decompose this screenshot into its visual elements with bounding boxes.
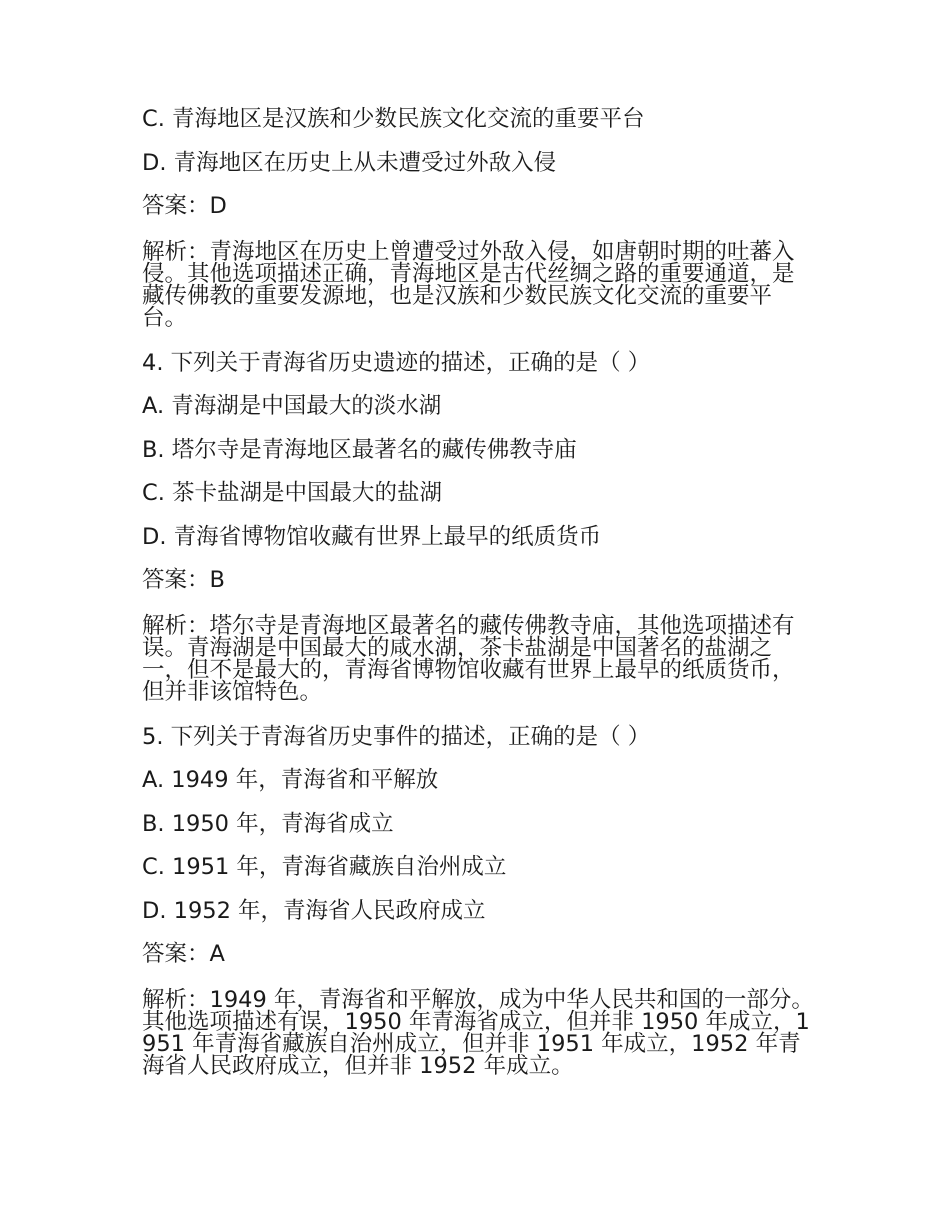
question-5: 5. 下列关于青海省历史事件的描述，正确的是（ ） bbox=[142, 723, 651, 750]
answer: 答案：A bbox=[142, 941, 225, 967]
option-a: A. 青海湖是中国最大的淡水湖 bbox=[142, 393, 442, 419]
option-d: D. 1952 年，青海省人民政府成立 bbox=[142, 897, 486, 924]
question-4: 4. 下列关于青海省历史遗迹的描述，正确的是（ ） bbox=[142, 349, 651, 376]
option-d: D. 青海地区在历史上从未遭受过外敌入侵 bbox=[142, 149, 557, 176]
option-c: C. 青海地区是汉族和少数民族文化交流的重要平台 bbox=[142, 106, 645, 132]
explanation: 解析：塔尔寺是青海地区最著名的藏传佛教寺庙，其他选项描述有误。青海湖是中国最大的咸水湖，茶卡盐湖是中国著名的盐湖之一，但不是最大的，青海省博物馆收藏有世界上最早的纸质货币，但并非该馆特色。 bbox=[142, 612, 795, 705]
option-a: A. 1949 年，青海省和平解放 bbox=[142, 767, 439, 793]
explanation: 解析：1949 年，青海省和平解放，成为中华人民共和国的一部分。其他选项描述有误，1950 年青海省成立，但并非 1950 年成立，1951 年青海省藏族自治州成立，但并非 1951 年成立，1952 年青海省人民政府成立，但并非 1952 年成立。 bbox=[142, 986, 814, 1079]
answer: 答案：D bbox=[142, 193, 227, 219]
option-b: B. 塔尔寺是青海地区最著名的藏传佛教寺庙 bbox=[142, 436, 577, 463]
option-c: C. 1951 年，青海省藏族自治州成立 bbox=[142, 854, 507, 880]
answer: 答案：B bbox=[142, 567, 225, 593]
option-c: C. 茶卡盐湖是中国最大的盐湖 bbox=[142, 480, 443, 506]
document-page bbox=[142, 104, 814, 1096]
option-b: B. 1950 年，青海省成立 bbox=[142, 810, 394, 837]
option-d: D. 青海省博物馆收藏有世界上最早的纸质货币 bbox=[142, 523, 602, 550]
explanation: 解析：青海地区在历史上曾遭受过外敌入侵，如唐朝时期的吐蕃入侵。其他选项描述正确，青海地区是古代丝绸之路的重要通道，是藏传佛教的重要发源地，也是汉族和少数民族文化交流的重要平台。 bbox=[142, 238, 795, 331]
